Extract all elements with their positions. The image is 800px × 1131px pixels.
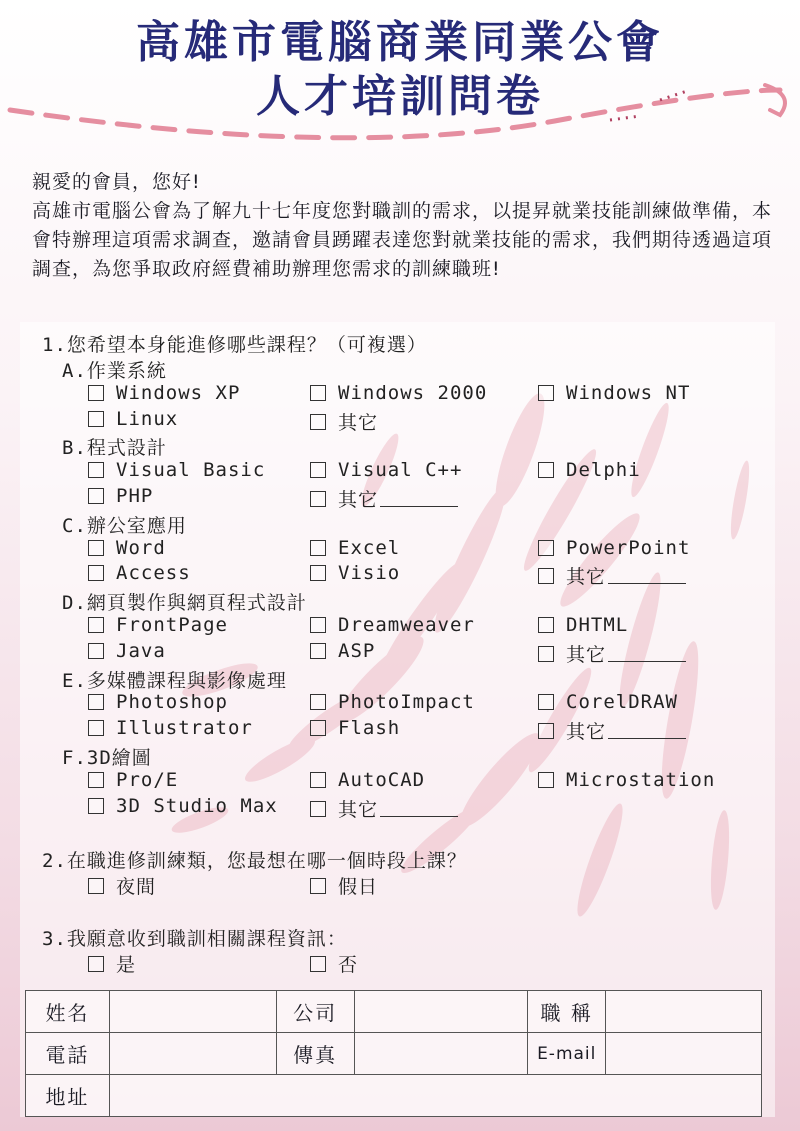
option-label: Illustrator (116, 717, 253, 739)
option-label: DHTML (566, 614, 629, 636)
checkbox[interactable] (538, 540, 554, 556)
option-label: Visual C++ (338, 459, 463, 481)
checkbox[interactable] (538, 772, 554, 788)
question-2: 2.在職進修訓練類，您最想在哪一個時段上課？ (42, 850, 467, 872)
checkbox[interactable] (310, 720, 326, 736)
option-label: FrontPage (116, 614, 228, 636)
checkbox[interactable] (88, 772, 104, 788)
checkbox[interactable] (310, 878, 326, 894)
q3-option-yes[interactable]: 是 (88, 950, 136, 977)
q1-option[interactable] (538, 382, 690, 404)
q1-section-label: E.多媒體課程與影像處理 (62, 670, 287, 692)
option-label: 其它 (566, 721, 607, 743)
option-label: Visio (338, 562, 401, 584)
q1-option[interactable] (88, 769, 178, 791)
option-label: Photoshop (116, 691, 228, 713)
title-line-1: 高雄市電腦商業同業公會 (136, 17, 664, 68)
q1-option[interactable] (88, 614, 228, 636)
dashed-arrow-decoration (0, 60, 800, 150)
name-field[interactable] (109, 991, 276, 1033)
checkbox[interactable] (310, 385, 326, 401)
checkbox[interactable] (88, 798, 104, 814)
option-label: Excel (338, 537, 401, 559)
q1-option[interactable] (310, 795, 458, 822)
q1-option[interactable] (310, 408, 378, 435)
checkbox[interactable] (88, 878, 104, 894)
q1-option[interactable] (310, 691, 475, 713)
option-label: ASP (338, 640, 376, 662)
q1-option[interactable] (88, 459, 265, 481)
company-label: 公司 (276, 991, 354, 1033)
option-label: Access (116, 562, 191, 584)
option-label: Dreamweaver (338, 614, 475, 636)
q1-section-label: B.程式設計 (62, 437, 167, 459)
checkbox[interactable] (538, 646, 554, 662)
option-label: Windows NT (566, 382, 691, 404)
title-line-2: 人才培訓問卷 (256, 71, 544, 122)
checkbox[interactable] (310, 565, 326, 581)
intro-paragraph (32, 168, 772, 284)
q2-option-night[interactable]: 夜間 (88, 872, 156, 899)
email-label: E-mail (528, 1033, 606, 1075)
q1-option[interactable] (310, 562, 400, 584)
option-label: AutoCAD (338, 769, 426, 791)
q1-option[interactable] (538, 691, 678, 713)
option-label: Word (116, 537, 166, 559)
checkbox[interactable] (88, 462, 104, 478)
checkbox[interactable] (88, 411, 104, 427)
fill-in-blank[interactable] (608, 723, 686, 739)
checkbox[interactable] (88, 956, 104, 972)
job-title-field[interactable] (606, 991, 762, 1033)
q1-option[interactable] (310, 640, 375, 662)
q1-option[interactable] (538, 459, 641, 481)
q2-option-holiday[interactable]: 假日 (310, 872, 378, 899)
q1-option[interactable] (538, 769, 715, 791)
q1-section-label: A.作業系統 (62, 360, 167, 382)
phone-field[interactable] (109, 1033, 276, 1075)
checkbox[interactable] (538, 568, 554, 584)
q1-option[interactable] (310, 459, 462, 481)
q1-section-label: C.辦公室應用 (62, 515, 187, 537)
q1-option[interactable] (88, 562, 191, 584)
q1-option[interactable] (88, 382, 240, 404)
job-title-label: 職 稱 (528, 991, 606, 1033)
q3-option-no[interactable]: 否 (310, 950, 358, 977)
option-label: Delphi (566, 459, 641, 481)
q1-option[interactable] (310, 769, 425, 791)
email-field[interactable] (606, 1033, 762, 1075)
contact-info-table (25, 990, 762, 1117)
q1-option[interactable] (88, 640, 166, 662)
checkbox[interactable] (310, 643, 326, 659)
q1-option[interactable] (88, 485, 153, 507)
option-label: Linux (116, 408, 179, 430)
q1-option[interactable] (538, 562, 686, 589)
option-label: Pro/E (116, 769, 179, 791)
checkbox[interactable] (310, 491, 326, 507)
q1-option[interactable] (310, 485, 458, 512)
checkbox[interactable] (310, 956, 326, 972)
q1-option[interactable] (88, 537, 166, 559)
q1-option[interactable] (310, 382, 487, 404)
fax-label: 傳真 (276, 1033, 354, 1075)
q1-option[interactable] (88, 691, 228, 713)
checkbox[interactable] (310, 694, 326, 710)
option-label: 其它 (338, 412, 379, 434)
option-label: PowerPoint (566, 537, 691, 559)
option-label: 3D Studio Max (116, 795, 278, 817)
option-label: Windows XP (116, 382, 241, 404)
fill-in-blank[interactable] (380, 491, 458, 507)
question-1: 1.您希望本身能進修哪些課程？（可複選） (42, 334, 427, 356)
option-label: Java (116, 640, 166, 662)
fax-field[interactable] (354, 1033, 528, 1075)
q1-option[interactable] (88, 717, 253, 739)
option-label: Flash (338, 717, 401, 739)
checkbox[interactable] (88, 540, 104, 556)
option-label: 其它 (338, 489, 379, 511)
fill-in-blank[interactable] (380, 801, 458, 817)
checkbox[interactable] (538, 694, 554, 710)
q1-option[interactable] (88, 795, 278, 817)
option-label: PhotoImpact (338, 691, 475, 713)
checkbox[interactable] (310, 462, 326, 478)
q1-option[interactable] (310, 614, 475, 636)
checkbox[interactable] (538, 385, 554, 401)
phone-label: 電話 (26, 1033, 110, 1075)
checkbox[interactable] (310, 414, 326, 430)
q1-option[interactable] (538, 537, 690, 559)
name-label: 姓名 (26, 991, 110, 1033)
checkbox[interactable] (538, 462, 554, 478)
option-label: Microstation (566, 769, 716, 791)
checkbox[interactable] (310, 801, 326, 817)
checkbox[interactable] (88, 720, 104, 736)
q1-option[interactable] (538, 640, 686, 667)
question-3: 3.我願意收到職訓相關課程資訊： (42, 928, 347, 950)
greeting: 親愛的會員，您好! (32, 171, 201, 193)
q1-section-label: F.3D繪圖 (62, 747, 152, 769)
company-field[interactable] (354, 991, 528, 1033)
checkbox[interactable] (538, 617, 554, 633)
q1-option[interactable] (88, 408, 178, 430)
address-field[interactable] (109, 1075, 761, 1117)
checkbox[interactable] (310, 540, 326, 556)
fill-in-blank[interactable] (608, 646, 686, 662)
q1-option[interactable] (310, 717, 400, 739)
option-label: CorelDRAW (566, 691, 678, 713)
checkbox[interactable] (538, 723, 554, 739)
option-label: PHP (116, 485, 154, 507)
fill-in-blank[interactable] (608, 568, 686, 584)
checkbox[interactable] (88, 694, 104, 710)
intro-body: 高雄市電腦公會為了解九十七年度您對職訓的需求，以提昇就業技能訓練做準備，本會特辦理這項需求調查，邀請會員踴躍表達您對就業技能的需求，我們期待透過這項調查，為您爭取政府經費補助辦理您需求的訓練職班! (32, 200, 773, 280)
checkbox[interactable] (88, 565, 104, 581)
option-label: Windows 2000 (338, 382, 488, 404)
checkbox[interactable] (88, 488, 104, 504)
address-label: 地址 (26, 1075, 110, 1117)
option-label: Visual Basic (116, 459, 266, 481)
q1-option[interactable] (538, 614, 628, 636)
option-label: 其它 (338, 799, 379, 821)
checkbox[interactable] (88, 385, 104, 401)
checkbox[interactable] (88, 617, 104, 633)
checkbox[interactable] (88, 643, 104, 659)
option-label: 其它 (566, 566, 607, 588)
checkbox[interactable] (310, 617, 326, 633)
q1-option[interactable] (538, 717, 686, 744)
q1-option[interactable] (310, 537, 400, 559)
option-label: 其它 (566, 644, 607, 666)
q1-section-label: D.網頁製作與網頁程式設計 (62, 592, 307, 614)
checkbox[interactable] (310, 772, 326, 788)
